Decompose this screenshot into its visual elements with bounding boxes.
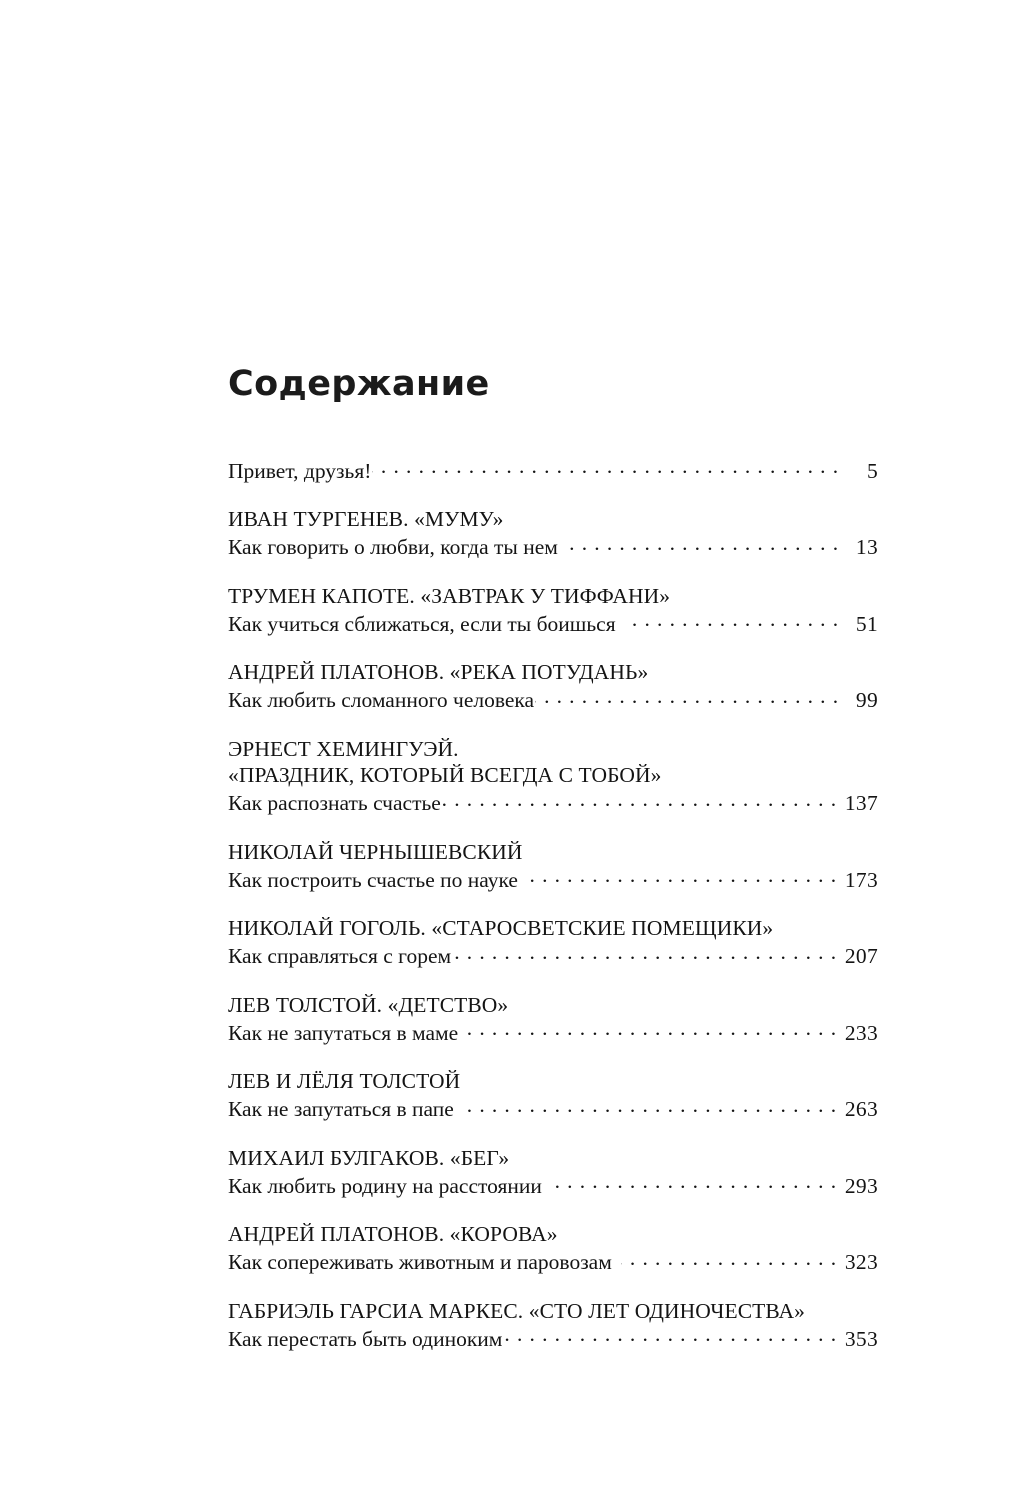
toc-dot-leader	[452, 942, 837, 964]
toc-page-number: 137	[844, 791, 878, 815]
table-of-contents-list	[228, 456, 878, 1352]
toc-entry[interactable]	[228, 992, 878, 1047]
toc-dot-leader	[442, 789, 837, 811]
toc-page-number: 353	[844, 1326, 878, 1351]
toc-entry-row[interactable]	[228, 789, 878, 817]
toc-entry-label: Как любить сломанного человека	[228, 688, 535, 712]
toc-entry-label: Как учиться сближаться, если ты боишься	[228, 611, 616, 636]
toc-page-number: 293	[844, 1173, 878, 1198]
toc-dot-leader	[625, 609, 839, 631]
toc-entry-row[interactable]	[228, 686, 878, 714]
toc-dot-leader	[503, 1324, 837, 1346]
toc-entry-label: Как распознать счастье	[228, 791, 441, 815]
toc-page-number: 233	[844, 1020, 878, 1045]
toc-entry-heading: ЛЕВ И ЛЁЛЯ ТОЛСТОЙ	[228, 1069, 461, 1093]
toc-entry[interactable]	[228, 1068, 878, 1123]
toc-entry[interactable]	[228, 659, 878, 714]
toc-dot-leader	[567, 533, 839, 555]
toc-dot-leader	[551, 1171, 837, 1193]
toc-entry-row[interactable]	[228, 1095, 878, 1123]
toc-entry[interactable]	[228, 506, 878, 561]
toc-entry[interactable]	[228, 1145, 878, 1200]
toc-entry-row[interactable]	[228, 1248, 878, 1276]
toc-entry[interactable]	[228, 839, 878, 894]
toc-dot-leader	[372, 456, 839, 478]
toc-entry-row[interactable]	[228, 533, 878, 561]
toc-entry-row[interactable]	[228, 865, 878, 893]
toc-entry-label: Как не запутаться в маме	[228, 1020, 459, 1045]
toc-dot-leader	[535, 686, 839, 708]
toc-entry[interactable]	[228, 915, 878, 970]
toc-entry-row[interactable]	[228, 1018, 878, 1046]
toc-entry-row[interactable]	[228, 609, 878, 637]
toc-page-number: 13	[855, 535, 878, 559]
toc-entry-row[interactable]	[228, 942, 878, 970]
toc-dot-leader	[527, 865, 837, 887]
toc-entry[interactable]	[228, 583, 878, 638]
toc-entry-heading: ГАБРИЭЛЬ ГАРСИА МАРКЕС. «СТО ЛЕТ ОДИНОЧЕСТВА»	[228, 1298, 805, 1323]
toc-entry-label: Как перестать быть одиноким	[228, 1326, 503, 1351]
toc-page-number: 263	[844, 1097, 878, 1121]
toc-entry-heading: АНДРЕЙ ПЛАТОНОВ. «КОРОВА»	[228, 1222, 558, 1246]
toc-page-number: 51	[855, 611, 878, 636]
toc-entry-label: Как любить родину на расстоянии	[228, 1173, 542, 1198]
toc-entry-label: Привет, друзья!	[228, 458, 372, 483]
toc-entry-label: Как построить счастье по науке	[228, 867, 518, 892]
toc-page-number: 5	[866, 458, 878, 483]
toc-entry[interactable]	[228, 1221, 878, 1276]
toc-page-number: 207	[844, 944, 878, 968]
toc-dot-leader	[463, 1095, 837, 1117]
toc-entry-label: Как не запутаться в папе	[228, 1097, 454, 1121]
toc-entry-heading: НИКОЛАЙ ЧЕРНЫШЕВСКИЙ	[228, 839, 523, 864]
toc-entry-heading: «ПРАЗДНИК, КОТОРЫЙ ВСЕГДА С ТОБОЙ»	[228, 763, 662, 787]
toc-entry[interactable]	[228, 736, 878, 817]
toc-dot-leader	[621, 1248, 837, 1270]
page-title: Содержание	[228, 364, 490, 405]
toc-entry-heading: ЭРНЕСТ ХЕМИНГУЭЙ.	[228, 736, 459, 761]
toc-entry-heading: ТРУМЕН КАПОТЕ. «ЗАВТРАК У ТИФФАНИ»	[228, 583, 671, 608]
toc-entry-label: Как справляться с горем	[228, 944, 452, 968]
toc-entry-heading: ИВАН ТУРГЕНЕВ. «МУМУ»	[228, 507, 504, 531]
toc-entry-heading: НИКОЛАЙ ГОГОЛЬ. «СТАРОСВЕТСКИЕ ПОМЕЩИКИ»	[228, 916, 774, 940]
toc-entry-row[interactable]	[228, 1171, 878, 1199]
toc-entry-label: Как говорить о любви, когда ты нем	[228, 535, 558, 559]
toc-page-number: 173	[844, 867, 878, 892]
toc-entry[interactable]	[228, 456, 878, 484]
toc-page-number: 99	[855, 688, 878, 712]
toc-entry-heading: ЛЕВ ТОЛСТОЙ. «ДЕТСТВО»	[228, 992, 509, 1017]
toc-entry-row[interactable]	[228, 456, 878, 484]
toc-entry[interactable]	[228, 1298, 878, 1353]
toc-entry-row[interactable]	[228, 1324, 878, 1352]
toc-entry-heading: АНДРЕЙ ПЛАТОНОВ. «РЕКА ПОТУДАНЬ»	[228, 660, 649, 684]
toc-entry-heading: МИХАИЛ БУЛГАКОВ. «БЕГ»	[228, 1145, 510, 1170]
toc-entry-label: Как сопереживать животным и паровозам	[228, 1250, 612, 1274]
toc-page-number: 323	[844, 1250, 878, 1274]
toc-dot-leader	[467, 1018, 837, 1040]
